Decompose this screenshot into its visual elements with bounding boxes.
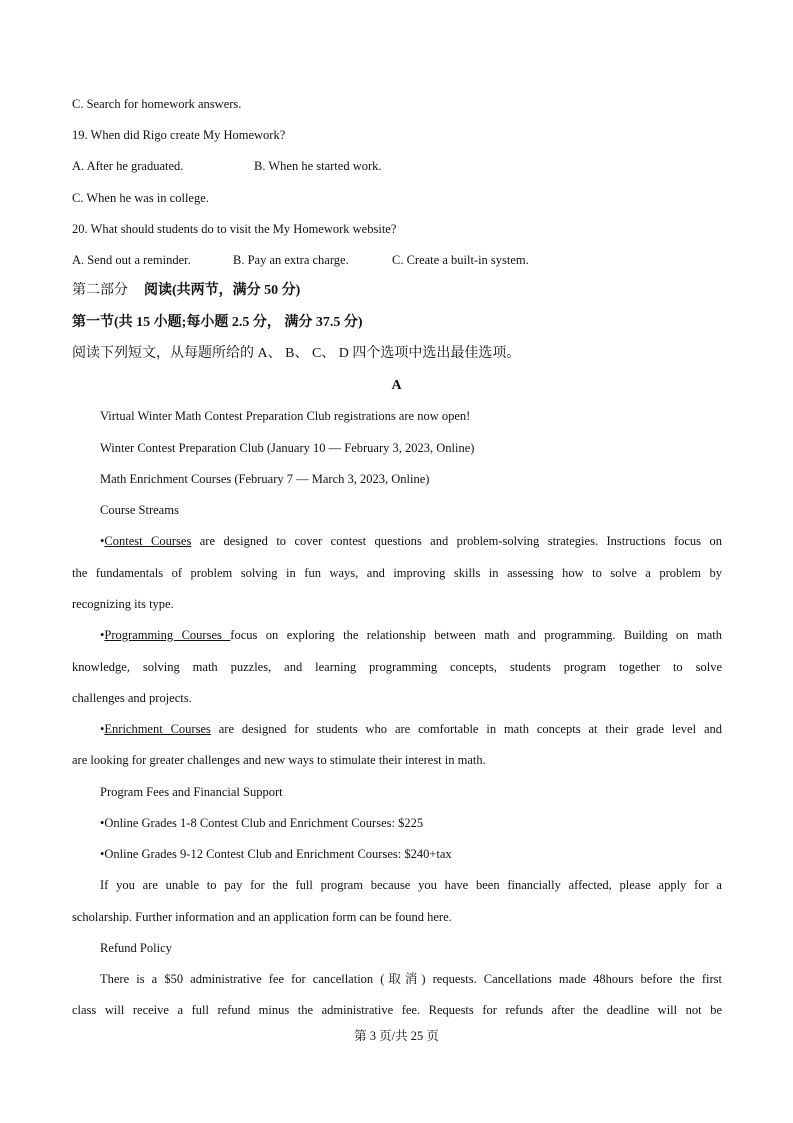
enrichment-courses-line-1: •Enrichment Courses are designed for students who are comfortable in math concepts at their grade level and: [100, 722, 723, 736]
fee-grades-1-8: •Online Grades 1-8 Contest Club and Enrichment Courses: $225: [100, 816, 424, 830]
contest-courses-label: Contest Courses: [104, 534, 192, 548]
financial-aid-line-2: scholarship. Further information and an application form can be found here.: [72, 910, 452, 924]
question-19: 19. When did Rigo create My Homework?: [72, 128, 286, 142]
passage-title: Virtual Winter Math Contest Preparation Club registrations are now open!: [100, 409, 471, 423]
programming-courses-label: Programming Courses: [104, 628, 231, 642]
programming-courses-text: focus on exploring the relationship between math and programming. Building on math: [230, 628, 722, 642]
question-20-option-a: A. Send out a reminder.: [72, 253, 191, 267]
financial-aid-line-1: If you are unable to pay for the full program because you have been financially affected, please apply for a: [100, 878, 722, 892]
page-number: 第 3 页/共 25 页: [354, 1029, 439, 1043]
question-20-option-b: B. Pay an extra charge.: [233, 253, 349, 267]
enrichment-courses-text: are designed for students who are comfortable in math concepts at their grade level and: [210, 722, 723, 736]
programming-courses-line-1: •Programming Courses focus on exploring the relationship between math and programming. Building on math: [100, 628, 722, 642]
section-heading: 第一节(共 15 小题;每小题 2.5 分， 满分 37.5 分): [72, 315, 363, 330]
contest-courses-text: are designed to cover contest questions and problem-solving strategies. Instructions focus on: [191, 534, 722, 548]
fee-grades-9-12: •Online Grades 9-12 Contest Club and Enrichment Courses: $240+tax: [100, 847, 452, 861]
programming-courses-line-2: knowledge, solving math puzzles, and learning programming concepts, students program together to solve: [72, 660, 722, 674]
question-19-option-c: C. When he was in college.: [72, 191, 209, 205]
part-title: 阅读(共两节，满分 50 分): [144, 283, 301, 298]
part-heading: [72, 283, 300, 299]
refund-line-2: class will receive a full refund minus the administrative fee. Requests for refunds after the deadline will not be: [72, 1003, 722, 1017]
refund-heading: Refund Policy: [100, 941, 172, 955]
refund-line-1: There is a $50 administrative fee for cancellation (取消) requests. Cancellations made 48hours before the first: [100, 972, 722, 986]
question-20-option-c: C. Create a built-in system.: [392, 253, 529, 267]
question-19-option-b: B. When he started work.: [254, 159, 382, 173]
enrichment-courses-label: Enrichment Courses: [104, 722, 211, 736]
question-18-option-c: C. Search for homework answers.: [72, 97, 242, 111]
reading-instruction: 阅读下列短文，从每题所给的 A、 B、 C、 D 四个选项中选出最佳选项。: [72, 346, 521, 361]
fees-heading: Program Fees and Financial Support: [100, 785, 283, 799]
contest-courses-line-1: •Contest Courses are designed to cover contest questions and problem-solving strategies. Instructions focus on: [100, 534, 722, 548]
enrichment-dates: Math Enrichment Courses (February 7 — March 3, 2023, Online): [100, 472, 430, 486]
question-20: 20. What should students do to visit the My Homework website?: [72, 222, 397, 236]
passage-letter: A: [391, 378, 402, 393]
enrichment-courses-line-2: are looking for greater challenges and new ways to stimulate their interest in math.: [72, 753, 486, 767]
contest-club-dates: Winter Contest Preparation Club (January 10 — February 3, 2023, Online): [100, 441, 475, 455]
part-number: 第二部分: [72, 283, 128, 298]
contest-courses-line-3: recognizing its type.: [72, 597, 174, 611]
contest-courses-line-2: the fundamentals of problem solving in fun ways, and improving skills in assessing how to solve a problem by: [72, 566, 722, 580]
course-streams-heading: Course Streams: [100, 503, 179, 517]
question-19-option-a: A. After he graduated.: [72, 159, 184, 173]
programming-courses-line-3: challenges and projects.: [72, 691, 192, 705]
